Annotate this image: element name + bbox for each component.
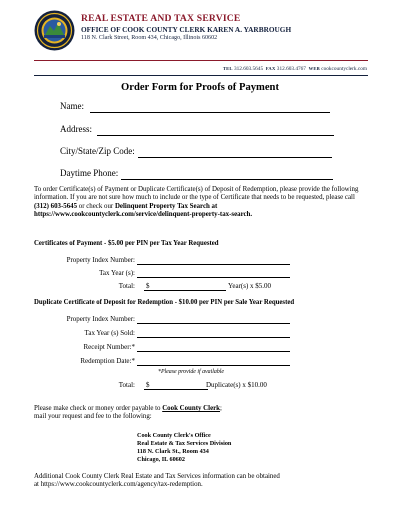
instructions-paragraph: [34, 186, 370, 219]
s2-redemption-date-field[interactable]: [137, 365, 290, 366]
address-label: Address:: [60, 124, 92, 134]
s2-redemption-date-label: Redemption Date:*: [80, 357, 135, 365]
footer-text-1: Additional Cook County Clerk Real Estate and Tax Services information can be obtained: [34, 473, 280, 480]
s2-calc-text: Duplicate(s) x $10.00: [206, 381, 267, 389]
s2-total-field[interactable]: [144, 389, 198, 390]
instructions-phone: (312) 603-5645: [34, 202, 78, 210]
header-street-address: 118 N. Clark Street, Room 434, Chicago, Illinois 60602: [81, 34, 218, 41]
s1-tax-year-field[interactable]: [137, 277, 290, 278]
mail-address-line-4: Chicago, IL 60602: [137, 456, 185, 463]
fax-label: FAX: [265, 66, 276, 71]
address-field[interactable]: [97, 135, 334, 136]
daytime-phone-label: Daytime Phone:: [60, 168, 119, 178]
s2-total-label: Total:: [118, 381, 135, 389]
payee-name: Cook County Clerk: [162, 405, 221, 412]
name-field[interactable]: [90, 112, 330, 113]
s2-receipt-number-field[interactable]: [137, 351, 290, 352]
mail-address-line-2: Real Estate & Tax Services Division: [137, 440, 232, 447]
footer-info: [34, 473, 370, 490]
daytime-phone-field[interactable]: [121, 179, 333, 180]
certificates-of-payment-heading: Certificates of Payment - $5.00 per PIN per Tax Year Requested: [34, 240, 219, 247]
s2-pin-field[interactable]: [137, 323, 290, 324]
mail-address-line-1: Cook County Clerk's Office: [137, 432, 211, 439]
s2-tax-year-sold-field[interactable]: [137, 337, 290, 338]
s2-optional-note: *Please provide if available: [158, 369, 225, 375]
city-state-zip-label: City/State/Zip Code:: [60, 146, 135, 156]
s1-pin-field[interactable]: [137, 264, 290, 265]
mail-address-line-3: 118 N. Clark St., Room 434: [137, 448, 209, 455]
s1-tax-year-label: Tax Year (s):: [99, 269, 135, 277]
s1-total-field[interactable]: [144, 290, 198, 291]
s1-pin-label: Property Index Number:: [66, 256, 135, 264]
header-contact-line: [223, 66, 367, 72]
instructions-text: To order Certificate(s) of Payment or Duplicate Certificate(s) of Deposit of Redemption, please provide the following information. If you are not sure how much to include or the type of Certificate that needs to be requested, please call: [34, 186, 359, 202]
payment-text-end: ;: [220, 405, 222, 412]
payment-text: Please make check or money order payable to: [34, 405, 163, 412]
page-title: Order Form for Proofs of Payment: [121, 82, 279, 93]
delinquent-tax-search-link[interactable]: Delinquent Property Tax Search at https://www.cookcountyclerk.com/service/delinquent-property-tax-search.: [34, 202, 253, 218]
fax-number: 312.603.4767: [276, 66, 306, 72]
web-address: cookcountyclerk.com: [321, 66, 367, 72]
contact-divider: [34, 75, 368, 76]
tel-label: TEL: [222, 66, 233, 71]
header-clerk-name: OFFICE OF COOK COUNTY CLERK KAREN A. YARBROUGH: [81, 24, 292, 34]
header-divider: [34, 60, 368, 61]
duplicate-certificate-heading: Duplicate Certificate of Deposit for Redemption - $10.00 per PIN per Sale Year Requested: [34, 299, 295, 306]
payment-instructions: [34, 405, 370, 422]
header-office-title: REAL ESTATE AND TAX SERVICE: [81, 13, 241, 24]
city-state-zip-field[interactable]: [138, 157, 332, 158]
s1-calc-text: Year(s) x $5.00: [228, 282, 272, 290]
mail-instructions-text: mail your request and fee to the following:: [34, 413, 152, 421]
s2-pin-label: Property Index Number:: [66, 315, 135, 323]
instructions-text-2: or check our: [77, 202, 115, 210]
s2-receipt-number-label: Receipt Number:*: [83, 343, 135, 351]
footer-text-2: at https://www.cookcountyclerk.com/agency/tax-redemption.: [34, 481, 203, 489]
web-label: WEB: [308, 66, 320, 71]
cook-county-seal-logo: [34, 10, 75, 51]
s2-tax-year-sold-label: Tax Year (s) Sold:: [84, 329, 135, 337]
s1-years-count-field[interactable]: [198, 290, 226, 291]
s2-duplicates-count-field[interactable]: [198, 389, 208, 390]
name-label: Name:: [60, 101, 84, 111]
tel-number: 312.603.5645: [233, 66, 264, 72]
s2-currency: $: [146, 381, 150, 389]
s1-total-label: Total:: [118, 282, 135, 290]
s1-currency: $: [146, 282, 150, 290]
